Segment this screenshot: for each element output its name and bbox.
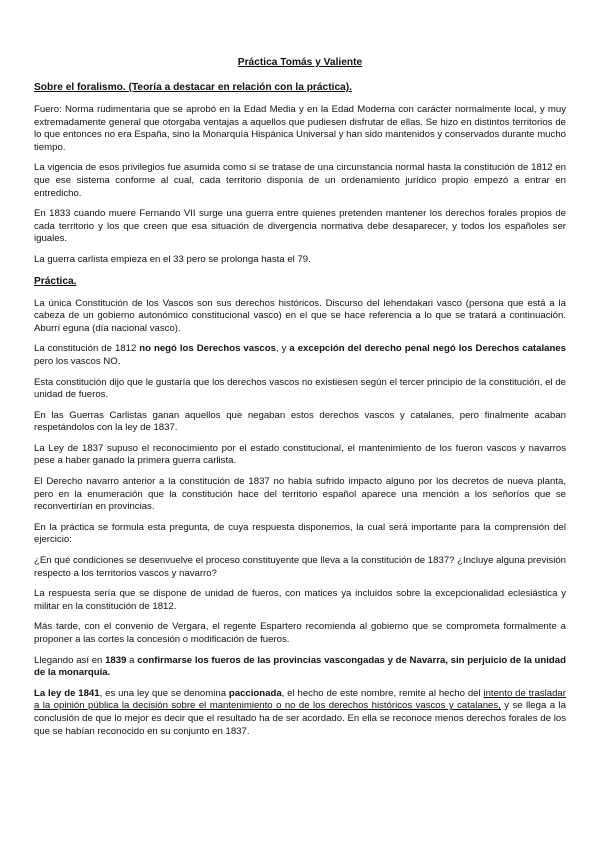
paragraph-pregunta-intro: En la práctica se formula esta pregunta, de cuya respuesta disponemos, la cual será importante para la comprensión del ejercicio:: [34, 521, 566, 546]
bold-span: no negó los Derechos vascos: [139, 343, 276, 355]
bold-span: 1839: [105, 654, 127, 666]
paragraph-derecho-navarro: El Derecho navarro anterior a la constitución de 1837 no había sufrido impacto alguno por los decretos de nueva planta, pero en la enumeración que la constitución hace del territorio español aparece una mención a los señoríos que se reconvertirían en provincias.: [34, 476, 566, 513]
underlined-span: intento de trasladar a la opinión pública la decisión sobre el mantenimiento o no de los derechos históricos vascos y catalanes,: [34, 687, 566, 712]
text-span: a: [126, 654, 138, 666]
paragraph-convenio-vergara: Más tarde, con el convenio de Vergara, el regente Espartero recomienda al gobierno que se comprometa formalmente a proponer a las cortes la concesión o modificación de fueros.: [34, 621, 566, 645]
paragraph-respuesta: La respuesta sería que se dispone de unidad de fueros, con matices ya incluidos sobre la excepcionalidad eclesiástica y militar en la constitución de 1812.: [34, 588, 566, 612]
bold-span: paccionada: [228, 687, 282, 699]
paragraph-tercer-principio: Esta constitución dijo que le gustaría que los derechos vascos no existiesen según el tercer principio de la constitución, el de unidad de fueros.: [34, 376, 566, 401]
paragraph-pregunta: ¿En qué condiciones se desenvuelve el proceso constituyente que lleva a la constitución de 1837? ¿Incluye alguna previsión respecto a los territorios vascos y navarro?: [34, 555, 566, 579]
text-span: Llegando así en: [34, 654, 106, 666]
paragraph-1839: [34, 655, 566, 680]
paragraph-ley-1837: La Ley de 1837 supuso el reconocimiento por el estado constitucional, el mantenimiento de los fueron vascos y navarros pese a haber ganado la primera guerra carlista.: [34, 442, 566, 467]
bold-span: confirmarse los fueros de las provincias vascongadas y de Navarra, sin perjuicio de la unidad de la monarquía.: [34, 654, 566, 679]
text-span: pero los vascos NO.: [34, 355, 121, 367]
bold-span: a excepción del derecho penal negó los Derechos catalanes: [289, 343, 566, 355]
section-heading-foralismo: Sobre el foralismo. (Teoría a destacar en relación con la práctica).: [34, 82, 353, 93]
text-span: y se llega a la conclusión de que lo mejor es decir que el resultado ha de ser acordado. En ella se reconoce menos derechos forales de los que se habían reconocido en su conjunto en 1837.: [34, 700, 566, 737]
paragraph-guerra-carlista: La guerra carlista empieza en el 33 pero se prolonga hasta el 79.: [34, 253, 311, 265]
text-span: , y: [275, 343, 290, 355]
document-title: Práctica Tomás y Valiente: [237, 57, 363, 68]
bold-span: La ley de 1841: [34, 687, 100, 699]
paragraph-constitucion-vascos: La única Constitución de los Vascos son sus derechos históricos. Discurso del lehendakari vasco (persona que está a la cabeza de un gobierno autonómico constitucional vasco) en el que se hace referencia a lo que se tratará a continuación. Aburrí eguna (día nacional vasco).: [34, 297, 566, 334]
paragraph-1833: En 1833 cuando muere Fernando VII surge una guerra entre quienes pretenden mantener los derechos forales propios de cada territorio y los que creen que esa situación de divergencia normativa debe desaparecer, y todos los españoles ser iguales.: [34, 208, 566, 245]
text-span: La constitución de 1812: [34, 343, 140, 355]
text-span: , es una ley que se denomina: [99, 687, 229, 699]
section-heading-practica: Práctica.: [34, 275, 77, 287]
text-span: , el hecho de este nombre, remite al hecho del: [281, 687, 484, 699]
paragraph-fuero-definition: Fuero: Norma rudimentaria que se aprobó en la Edad Media y en la Edad Moderna con carácter normalmente local, y muy extremadamente general que otorgaba ventajas a aquellos que pudiesen disfrutar de ellas. Se hizo en distintos territorios de lo que entonces no era España, sino la Monarquía Hispánica Universal y han sido mantenidos y conservados durante mucho tiempo.: [34, 104, 566, 153]
paragraph-vigencia: La vigencia de esos privilegios fue asumida como si se tratase de una circunstancia normal hasta la constitución de 1812 en que ese sistema conforme al cual, cada territorio disponía de un ordenamiento jurídico propio empezó a entrar en entredicho.: [34, 162, 566, 199]
paragraph-guerras-carlistas: En las Guerras Carlistas ganan aquellos que negaban estos derechos vascos y catalanes, pero finalmente acaban respetándolos con la ley de 1837.: [34, 409, 566, 434]
paragraph-constitucion-1812: [34, 343, 566, 368]
paragraph-ley-1841: [34, 688, 566, 738]
